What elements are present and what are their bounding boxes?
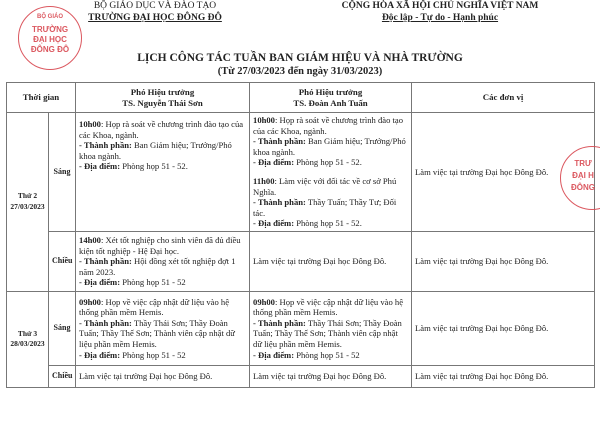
country-name: CỘNG HÒA XÃ HỘI CHỦ NGHĨA VIỆT NAM <box>341 1 539 11</box>
location: Phòng họp 51 - 52 <box>120 349 186 360</box>
event-time: 11h00 <box>253 175 275 186</box>
stamp-text-3: ĐÔNG ĐÔ <box>30 45 70 54</box>
stamp-text-top: BỘ GIÁO <box>36 14 63 20</box>
location-label: - Địa điểm: <box>79 161 121 172</box>
stamp-text-2: ĐẠI HỌC <box>33 35 67 44</box>
table-row <box>7 113 595 232</box>
participants-label: - Thành phần: <box>253 136 306 147</box>
event-text: : Làm việc với đối tác về cơ sở Phú Nghĩa. <box>253 175 397 197</box>
vp1-cell: Làm việc tại trường Đại học Đông Đô. <box>76 365 250 387</box>
participants-label: - Thành phần: <box>79 140 132 151</box>
event-text: : Họp rà soát về chương trình đào tạo của các Khoa, ngành. <box>253 115 404 136</box>
day-cell <box>7 113 49 292</box>
table-row <box>7 291 595 365</box>
col-vp2-role: Phó Hiệu trưởng <box>298 86 363 97</box>
motto: Độc lập - Tự do - Hạnh phúc <box>381 13 499 23</box>
event-time: 14h00 <box>79 234 101 245</box>
vp1-cell <box>76 291 250 365</box>
school-name: TRƯỜNG ĐẠI HỌC ĐÔNG ĐÔ <box>88 13 222 23</box>
table-row <box>7 365 595 387</box>
location: Phòng họp 51 - 52. <box>294 218 362 229</box>
page-subtitle: (Từ 27/03/2023 đến ngày 31/03/2023) <box>217 66 383 77</box>
col-units: Các đơn vị <box>412 83 595 113</box>
stamp-text-1: TRƯỜNG <box>31 25 69 34</box>
event-text: : Họp rà soát về chương trình đào tạo của các Khoa, ngành. <box>79 119 244 140</box>
day-label: Thứ 2 <box>17 191 38 201</box>
event-text: : Xét tốt nghiệp cho sinh viên đã đủ điều kiện tốt nghiệp - Hệ Đại học. <box>79 234 241 256</box>
participants-label: - Thành phần: <box>253 197 306 208</box>
session-cell: Chiều <box>49 231 76 291</box>
col-time: Thời gian <box>7 83 76 113</box>
participants: Ban Giám hiệu; Trưởng/Phó khoa ngành. <box>79 140 232 161</box>
event-text: : Họp về việc cập nhật dữ liệu vào hệ thống phần mềm Hemis. <box>253 296 404 318</box>
location-label: - Địa điểm: <box>253 218 295 229</box>
session-cell: Sáng <box>49 291 76 365</box>
table-row <box>7 231 595 291</box>
location-label: - Địa điểm: <box>79 349 121 360</box>
location: Phòng họp 51 - 52 <box>294 349 360 360</box>
ministry-name: BỘ GIÁO DỤC VÀ ĐÀO TẠO <box>93 1 217 11</box>
event-text: : Họp về việc cập nhật dữ liệu vào hệ thống phần mềm Hemis. <box>79 296 230 318</box>
participants-label: - Thành phần: <box>79 317 132 328</box>
location-label: - Địa điểm: <box>253 157 295 168</box>
location-label: - Địa điểm: <box>253 349 295 360</box>
day-date: 28/03/2023 <box>10 339 45 349</box>
col-vp1-name: TS. Nguyễn Thái Sơn <box>122 97 203 108</box>
event-time: 10h00 <box>79 119 101 129</box>
day-date: 27/03/2023 <box>10 201 45 211</box>
col-vp1-role: Phó Hiệu trưởng <box>130 86 195 97</box>
event-time: 10h00 <box>253 115 275 125</box>
stamp-edge-text-3: ĐÔNG <box>571 183 595 192</box>
units-cell: Làm việc tại trường Đại học Đông Đô. <box>412 113 595 232</box>
participants-label: - Thành phần: <box>253 317 306 328</box>
participants: Thầy Thái Sơn; Thầy Đoàn Tuấn; Thầy Thế Sơn; Thành viên cập nhật dữ liệu phần mềm Hemis. <box>79 317 235 350</box>
participants: Hội đồng xét tốt nghiệp đợt 1 năm 2023. <box>79 256 236 277</box>
stamp-edge-text-2: ĐẠI H <box>572 171 594 180</box>
units-cell: Làm việc tại trường Đại học Đông Đô. <box>412 291 595 365</box>
event-time: 09h00 <box>79 296 101 307</box>
participants-label: - Thành phần: <box>79 256 132 267</box>
header-right <box>305 0 575 24</box>
location: Phòng họp 51 - 52. <box>120 161 188 172</box>
participants: Thầy Tuấn; Thầy Tư; Đối tác. <box>253 197 397 218</box>
event-time: 09h00 <box>253 296 275 307</box>
vp2-cell <box>250 113 412 232</box>
page-title: LỊCH CÔNG TÁC TUẦN BAN GIÁM HIỆU VÀ NHÀ TRƯỜNG <box>137 52 463 64</box>
day-cell <box>7 291 49 387</box>
units-cell: Làm việc tại trường Đại học Đông Đô. <box>412 365 595 387</box>
session-cell: Sáng <box>49 113 76 232</box>
location: Phòng họp 51 - 52. <box>294 157 362 168</box>
location-label: - Địa điểm: <box>79 277 121 288</box>
location: Phòng họp 51 - 52 <box>120 277 186 288</box>
vp2-cell <box>250 291 412 365</box>
vp2-cell: Làm việc tại trường Đại học Đông Đô. <box>250 231 412 291</box>
units-cell: Làm việc tại trường Đại học Đông Đô. <box>412 231 595 291</box>
vp2-cell: Làm việc tại trường Đại học Đông Đô. <box>250 365 412 387</box>
table-header-row <box>7 83 595 113</box>
vp1-cell <box>76 113 250 232</box>
vp1-cell <box>76 231 250 291</box>
session-cell: Chiều <box>49 365 76 387</box>
col-vp2-name: TS. Đoàn Anh Tuấn <box>293 97 368 108</box>
stamp-edge-text-1: TRƯ <box>574 159 592 168</box>
col-vp1 <box>76 83 250 113</box>
col-vp2 <box>250 83 412 113</box>
day-label: Thứ 3 <box>17 328 38 338</box>
participants: Ban Giám hiệu; Trưởng/Phó khoa ngành. <box>253 136 406 157</box>
participants: Thầy Thái Sơn; Thầy Đoàn Tuấn; Thầy Thế Sơn; Thành viên cập nhật dữ liệu phần mềm Hemis. <box>253 317 402 350</box>
schedule-table <box>6 82 595 388</box>
